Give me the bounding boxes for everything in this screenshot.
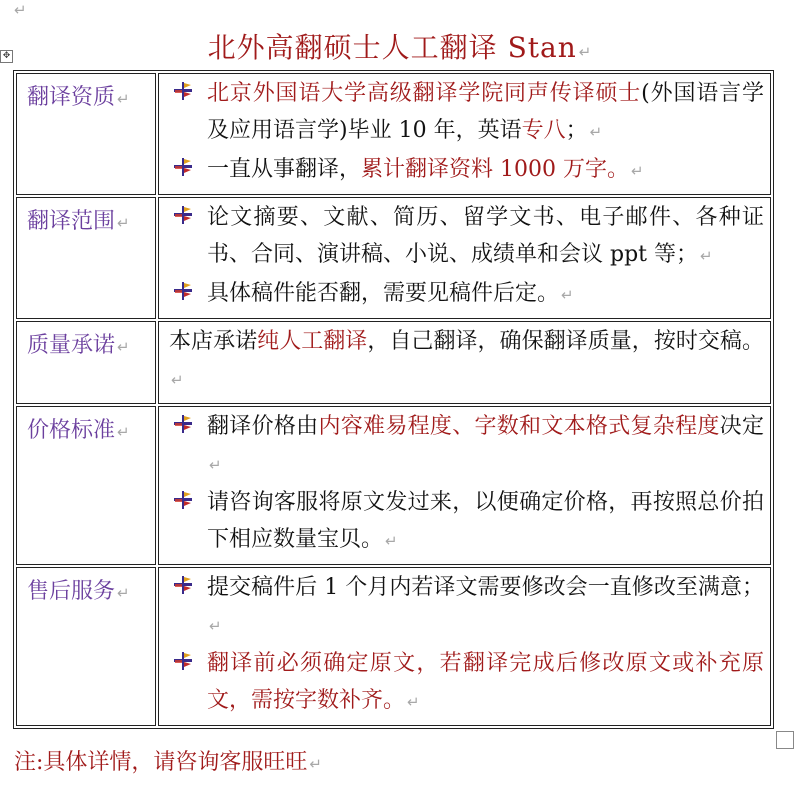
page-title: 北外高翻硕士人工翻译 Stan ↵: [207, 31, 593, 64]
row-label: 翻译资质: [27, 85, 116, 110]
bullet-item: [167, 408, 764, 484]
text-run: 累计翻译资料 1000 万字。: [361, 157, 629, 182]
paragraph-mark: ↵: [209, 456, 222, 474]
paragraph-mark: ↵: [171, 371, 184, 389]
row-label: 价格标准: [27, 418, 116, 443]
move-handle-icon[interactable]: ✥: [0, 50, 13, 63]
table-resize-handle[interactable]: [776, 731, 794, 749]
row-label: 售后服务: [27, 579, 116, 604]
paragraph-mark: ↵: [209, 617, 222, 635]
row-content-cell[interactable]: [158, 197, 771, 319]
paragraph-mark: ↵: [589, 123, 603, 141]
paragraph: [167, 323, 764, 399]
text-run: 保翻译质量，按时交稿。: [521, 329, 764, 354]
text-run: 北京外国语大学高级翻译学院同声传译硕士: [207, 81, 642, 106]
row-content-cell[interactable]: [158, 73, 771, 195]
flag-bullet-icon: [173, 414, 193, 434]
text-run: 论文摘要、文献、简历、留学文书、电子邮件、各种证书、合同、演讲稿、小说、成绩单和会议 ppt 等；: [207, 205, 764, 267]
flag-bullet-icon: [173, 651, 193, 671]
text-run: 具体稿件能否翻，需要见稿件后定。: [207, 281, 560, 306]
row-label-cell: [16, 197, 156, 319]
flag-bullet-icon: [173, 281, 193, 301]
paragraph-mark: ↵: [117, 90, 130, 108]
bullet-item: [167, 75, 764, 151]
text-run: (外国语言学及应用语言学)毕业 10 年，英语: [207, 81, 764, 143]
paragraph-mark: ↵: [407, 693, 420, 711]
row-label-cell: [16, 321, 156, 404]
paragraph-mark: ↵: [117, 214, 130, 232]
flag-bullet-icon: [173, 81, 193, 101]
flag-bullet-icon: [173, 490, 193, 510]
paragraph-mark: ↵: [385, 532, 398, 550]
bullet-item: [167, 569, 764, 645]
table-row: [16, 197, 771, 319]
text-run: 内容难易程度、字数和文本格式复杂程度: [318, 414, 720, 439]
bullet-item: [167, 484, 764, 560]
paragraph-mark: ↵: [631, 162, 644, 180]
bullet-item: [167, 275, 764, 314]
row-label-cell: [16, 406, 156, 565]
text-run: 决定: [719, 414, 764, 439]
paragraph-mark: ↵: [700, 247, 713, 265]
text-run: 纯人工翻译: [257, 329, 368, 354]
row-label-cell: [16, 567, 156, 726]
row-content-cell[interactable]: [158, 321, 771, 404]
text-run: 提交稿件后 1 个月内若译文需要修改会一直修改至满意；: [207, 575, 764, 600]
top-paragraph-mark: ↵: [14, 1, 27, 19]
text-run: 请咨询客服将原文发过来，以便确定价格，再按照总价拍下相应数量宝贝。: [207, 490, 764, 552]
text-run: 一直从事翻译，: [207, 157, 362, 182]
row-label-cell: [16, 73, 156, 195]
row-label: 翻译范围: [27, 209, 116, 234]
info-table: [13, 70, 774, 729]
paragraph-mark: ↵: [117, 338, 130, 356]
flag-bullet-icon: [173, 205, 193, 225]
text-run: ；: [565, 118, 588, 143]
table-row: [16, 73, 771, 195]
text-run: ，自己翻译，确: [367, 329, 522, 354]
flag-bullet-icon: [173, 575, 193, 595]
note-text: 注:具体详情，请咨询客服旺旺 ↵: [14, 750, 322, 775]
paragraph-mark: ↵: [117, 423, 130, 441]
text-run: 翻译前必须确定原文，若翻译完成后修改原文或补充原文，需按字数补齐。: [207, 651, 764, 713]
table-row: [16, 406, 771, 565]
row-label: 质量承诺: [27, 333, 116, 358]
table-row: [16, 321, 771, 404]
text-run: 本店承诺: [169, 329, 258, 354]
text-run: 翻译价格由: [207, 414, 319, 439]
paragraph-mark: ↵: [561, 286, 574, 304]
bullet-item: [167, 645, 764, 721]
flag-bullet-icon: [173, 157, 193, 177]
row-content-cell[interactable]: [158, 567, 771, 726]
row-content-cell[interactable]: [158, 406, 771, 565]
paragraph-mark: ↵: [117, 584, 130, 602]
text-run: 专八: [521, 118, 566, 143]
bullet-item: [167, 151, 764, 190]
table-row: [16, 567, 771, 726]
bullet-item: [167, 199, 764, 275]
